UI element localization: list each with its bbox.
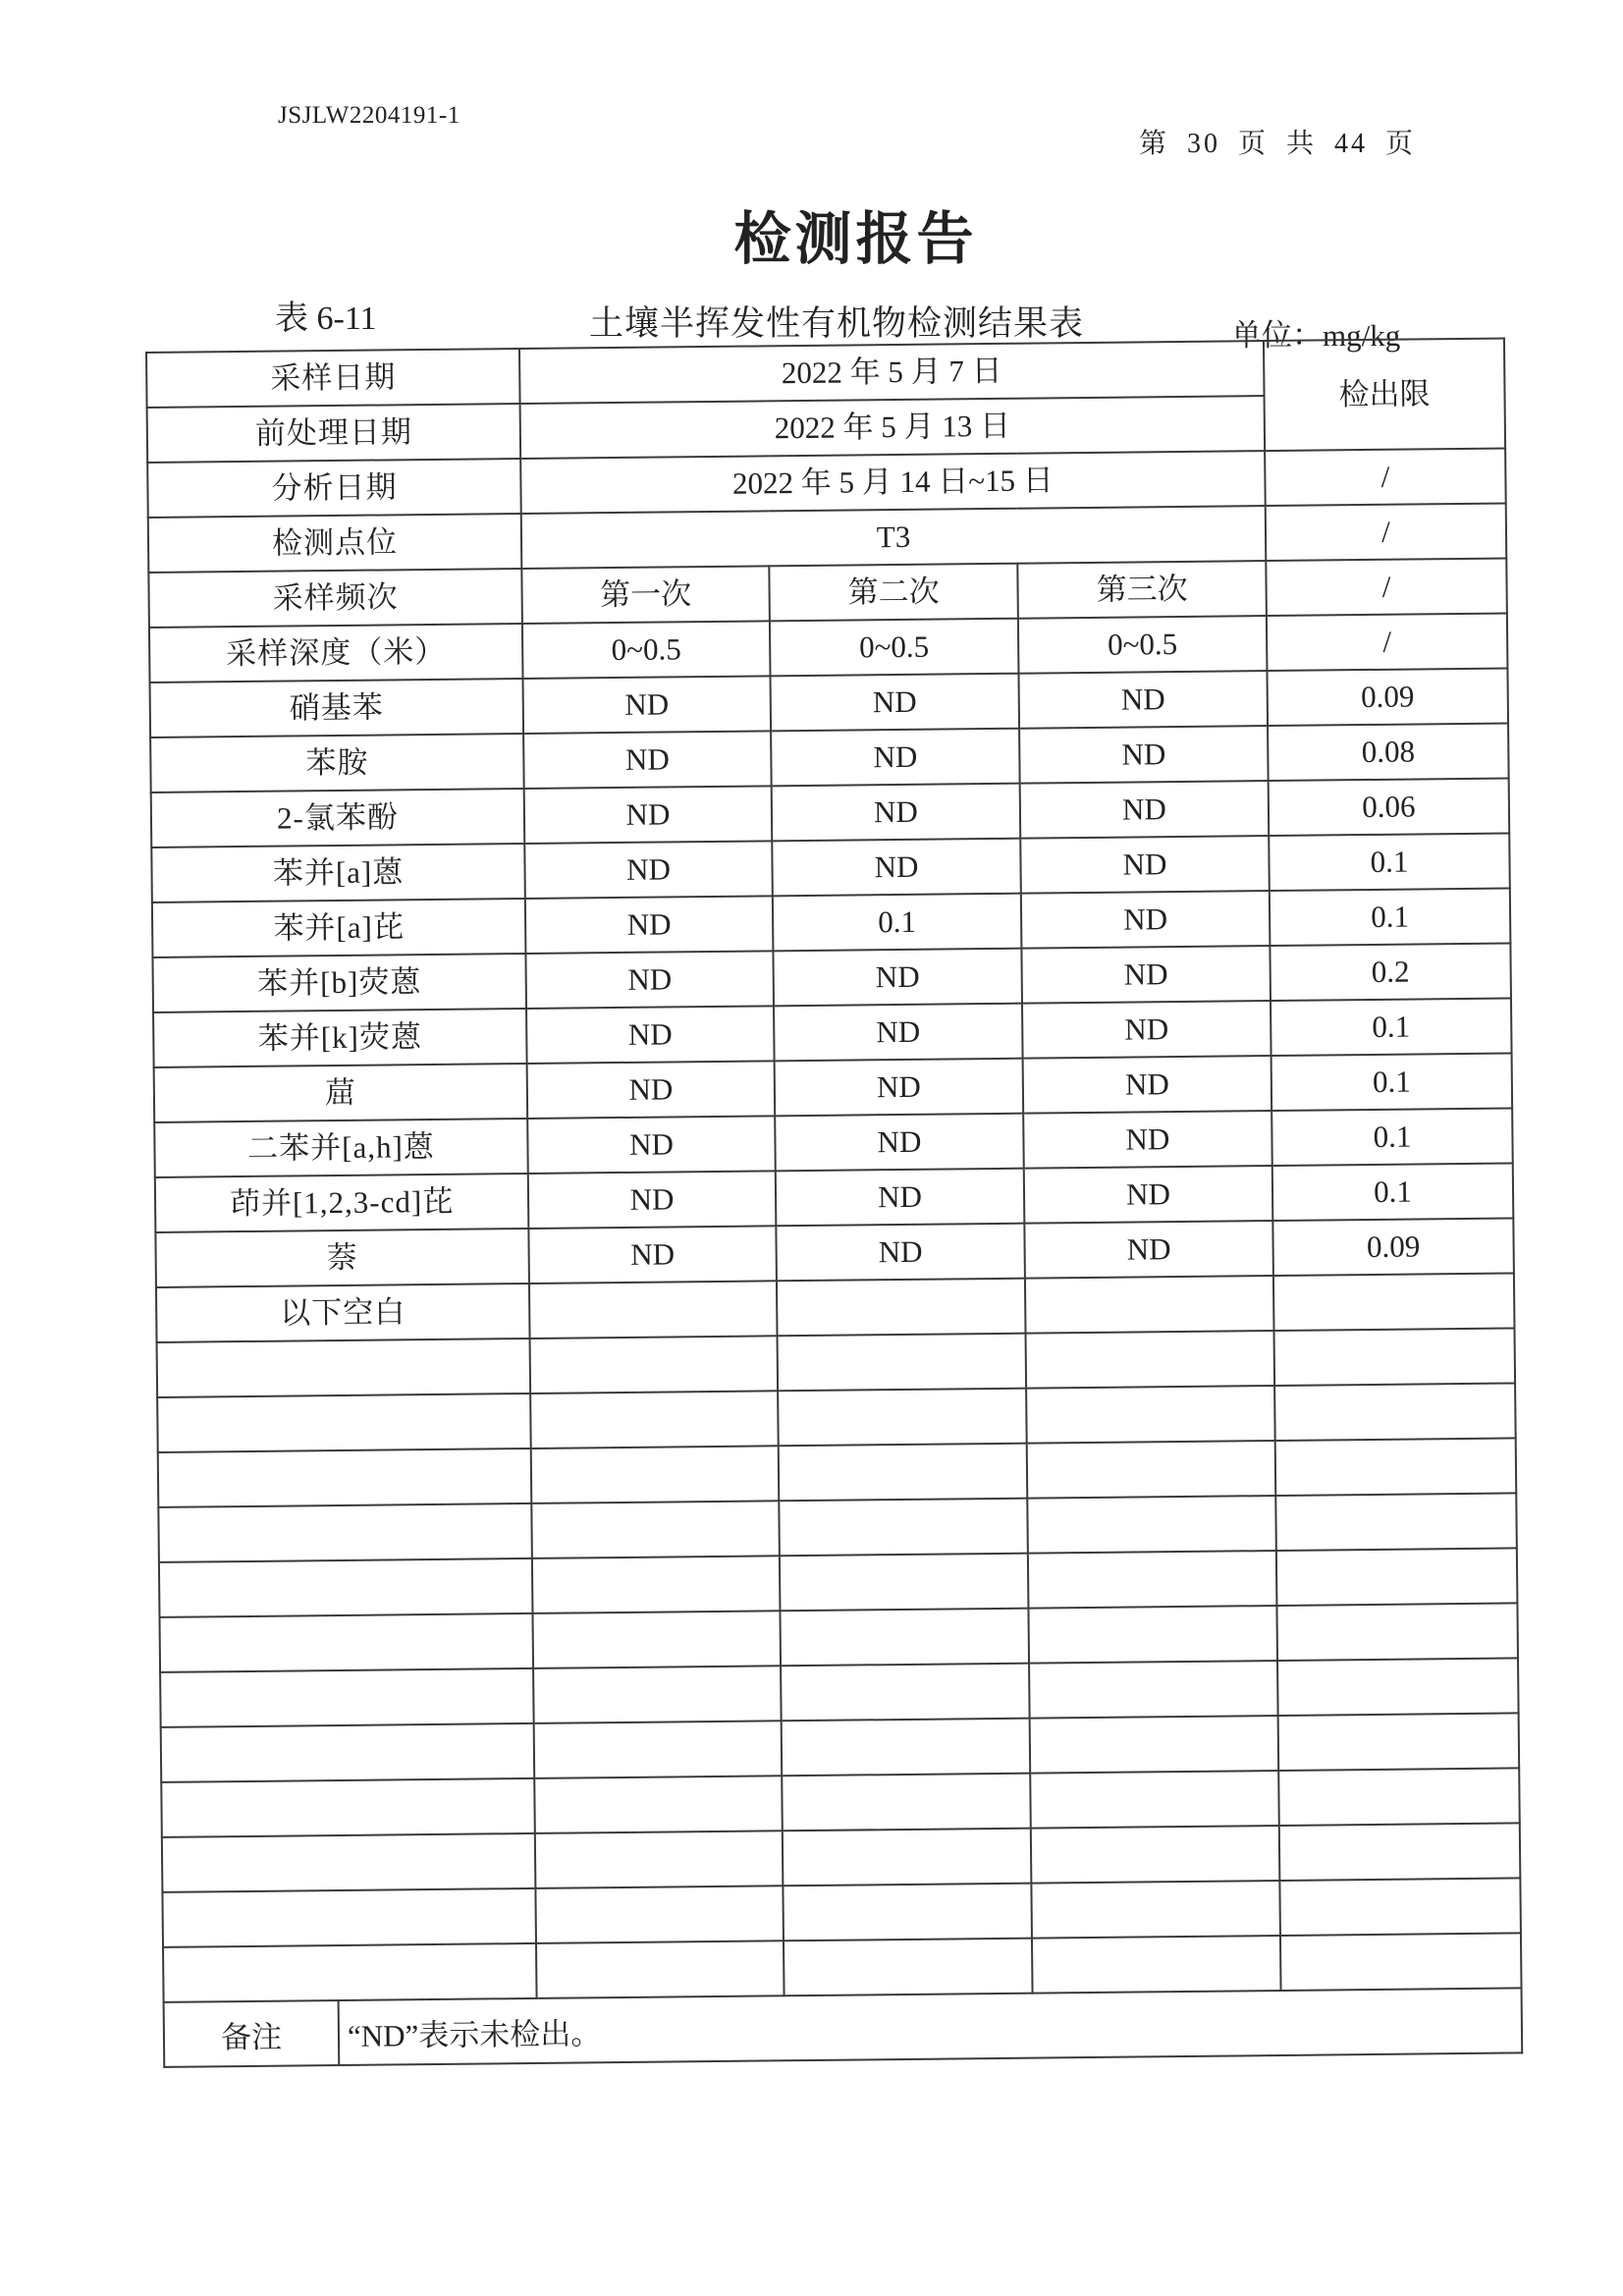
compound-result-3: ND <box>1023 1056 1272 1114</box>
empty-cell <box>535 1831 784 1888</box>
compound-result-2: ND <box>773 949 1022 1007</box>
empty-cell <box>782 1774 1031 1831</box>
empty-cell <box>536 1941 784 1998</box>
compound-name: 萘 <box>155 1229 529 1287</box>
empty-cell <box>1273 1273 1515 1331</box>
depth-limit: / <box>1267 613 1508 671</box>
empty-cell <box>529 1281 778 1339</box>
frequency-label: 采样频次 <box>148 569 522 628</box>
empty-cell <box>1277 1658 1519 1716</box>
compound-result-1: ND <box>524 841 773 899</box>
compound-result-3: ND <box>1021 891 1271 949</box>
empty-cell <box>1032 1936 1281 1994</box>
sampling-date-label: 采样日期 <box>146 349 520 408</box>
empty-cell <box>1028 1606 1277 1664</box>
compound-result-3: ND <box>1024 1166 1273 1224</box>
compound-detection-limit: 0.1 <box>1271 1053 1513 1111</box>
pretreatment-date-value: 2022 年 5 月 13 日 <box>520 396 1266 459</box>
compound-result-2: ND <box>775 1059 1024 1117</box>
empty-cell <box>1276 1603 1518 1661</box>
compound-result-2: ND <box>776 1224 1025 1282</box>
compound-detection-limit: 0.08 <box>1268 723 1509 781</box>
compound-detection-limit: 0.2 <box>1270 943 1511 1001</box>
empty-cell <box>1025 1276 1274 1334</box>
empty-cell <box>1274 1328 1516 1386</box>
unit-label: 单位：mg/kg <box>1231 318 1401 353</box>
compound-result-2: ND <box>771 729 1020 787</box>
empty-cell <box>1278 1713 1520 1771</box>
compound-name: 苯并[a]芘 <box>152 899 526 957</box>
empty-cell <box>1027 1441 1276 1499</box>
compound-result-1: ND <box>528 1171 777 1229</box>
compound-name: 二苯并[a,h]蒽 <box>154 1119 528 1177</box>
empty-cell <box>1279 1823 1521 1881</box>
compound-result-2: ND <box>776 1169 1025 1227</box>
compound-result-1: ND <box>525 896 774 954</box>
empty-cell <box>1026 1331 1275 1389</box>
page-number: 第 30 页 共 44 页 <box>1139 129 1417 159</box>
point-limit: / <box>1266 503 1507 561</box>
remarks-text: “ND”表示未检出。 <box>339 1989 1523 2065</box>
report-title: 检测报告 <box>733 205 978 272</box>
compound-result-3: ND <box>1020 836 1270 894</box>
empty-cell <box>161 1778 535 1837</box>
empty-cell <box>1278 1768 1520 1826</box>
depth-3: 0~0.5 <box>1018 616 1268 674</box>
analysis-date-label: 分析日期 <box>147 459 521 518</box>
empty-cell <box>1279 1878 1521 1936</box>
empty-cell <box>777 1279 1026 1337</box>
empty-cell <box>157 1394 531 1452</box>
compound-detection-limit: 0.09 <box>1272 1218 1514 1276</box>
empty-cell <box>1275 1493 1517 1551</box>
empty-cell <box>780 1609 1029 1667</box>
compound-result-3: ND <box>1022 1001 1271 1059</box>
empty-cell <box>534 1776 783 1833</box>
empty-cell <box>1029 1661 1278 1719</box>
empty-cell <box>162 1888 536 1947</box>
empty-cell <box>778 1334 1027 1392</box>
document-code: JSJLW2204191-1 <box>278 102 460 129</box>
empty-cell <box>159 1613 533 1672</box>
empty-cell <box>532 1611 781 1668</box>
empty-cell <box>1031 1881 1280 1939</box>
empty-cell <box>158 1449 532 1507</box>
compound-detection-limit: 0.1 <box>1271 998 1512 1056</box>
depth-2: 0~0.5 <box>770 619 1019 677</box>
compound-result-1: ND <box>525 951 774 1009</box>
sampling-date-value: 2022 年 5 月 7 日 <box>519 341 1265 404</box>
empty-cell <box>534 1721 783 1778</box>
empty-cell <box>161 1723 535 1782</box>
point-value: T3 <box>521 506 1267 569</box>
compound-name: 茚并[1,2,3-cd]芘 <box>155 1174 529 1232</box>
compound-name: 苯并[a]蒽 <box>151 844 525 902</box>
compound-name: 硝基苯 <box>150 679 524 738</box>
empty-cell <box>157 1339 531 1397</box>
compound-result-2: ND <box>775 1114 1024 1172</box>
empty-cell <box>158 1503 532 1562</box>
empty-cell <box>778 1389 1027 1447</box>
compound-result-1: ND <box>527 1061 776 1119</box>
compound-detection-limit: 0.1 <box>1270 888 1511 946</box>
empty-cell <box>781 1664 1030 1722</box>
empty-cell <box>530 1391 779 1449</box>
empty-cell <box>163 1943 537 2002</box>
empty-cell <box>1030 1716 1279 1774</box>
empty-cell <box>530 1336 779 1394</box>
empty-cell <box>783 1884 1032 1941</box>
compound-detection-limit: 0.06 <box>1269 778 1510 836</box>
compound-name: 2-氯苯酚 <box>151 789 525 847</box>
remarks-label: 备注 <box>164 2001 340 2067</box>
empty-cell <box>1275 1438 1517 1496</box>
depth-1: 0~0.5 <box>522 621 771 679</box>
empty-cell <box>535 1886 784 1943</box>
analysis-date-value: 2022 年 5 月 14 日~15 日 <box>520 451 1266 514</box>
pretreatment-date-label: 前处理日期 <box>147 404 521 463</box>
empty-cell <box>1280 1933 1522 1991</box>
compound-detection-limit: 0.09 <box>1267 668 1508 726</box>
empty-cell <box>531 1501 780 1558</box>
blank-marker: 以下空白 <box>156 1284 530 1342</box>
compound-result-1: ND <box>526 1006 775 1064</box>
compound-result-2: ND <box>770 674 1019 732</box>
frequency-1: 第一次 <box>521 566 770 624</box>
empty-cell <box>1026 1386 1275 1444</box>
empty-cell <box>779 1444 1028 1502</box>
compound-result-3: ND <box>1019 726 1269 784</box>
sampling-date-row <box>146 339 1505 408</box>
compound-result-3: ND <box>1024 1221 1273 1279</box>
empty-cell <box>784 1939 1033 1996</box>
empty-cell <box>1027 1496 1276 1554</box>
empty-cell <box>1030 1771 1279 1829</box>
compound-detection-limit: 0.1 <box>1272 1163 1514 1221</box>
compound-name: 苯胺 <box>150 734 524 793</box>
compound-result-3: ND <box>1020 781 1270 839</box>
compound-result-1: ND <box>523 731 772 789</box>
empty-cell <box>531 1446 780 1503</box>
frequency-2: 第二次 <box>769 564 1018 622</box>
compound-name: 䓛 <box>154 1064 528 1122</box>
compound-name: 苯并[k]荧蒽 <box>153 1009 527 1067</box>
frequency-3: 第三次 <box>1017 561 1267 619</box>
empty-cell <box>162 1833 536 1892</box>
remarks-table <box>163 1989 1524 2067</box>
compound-result-1: ND <box>523 676 772 734</box>
point-label: 检测点位 <box>148 514 522 573</box>
empty-cell <box>780 1554 1029 1612</box>
empty-cell <box>779 1499 1028 1557</box>
empty-cell <box>160 1668 534 1727</box>
detection-limit-header: 检出限 <box>1264 339 1505 452</box>
table-title: 土壤半挥发性有机物检测结果表 <box>589 304 1085 343</box>
empty-cell <box>1274 1383 1516 1441</box>
compound-result-2: ND <box>772 784 1021 842</box>
empty-cell <box>1028 1551 1277 1609</box>
compound-detection-limit: 0.1 <box>1271 1108 1513 1166</box>
compound-result-3: ND <box>1018 671 1268 729</box>
empty-cell <box>782 1719 1031 1777</box>
compound-result-1: ND <box>528 1226 777 1284</box>
compound-result-2: ND <box>772 839 1021 897</box>
compound-result-3: ND <box>1021 946 1271 1004</box>
empty-cell <box>533 1666 782 1723</box>
compound-result-2: 0.1 <box>773 894 1022 952</box>
frequency-limit: / <box>1266 558 1507 616</box>
table-number: 表 6-11 <box>275 301 377 337</box>
empty-cell <box>1276 1548 1518 1606</box>
compound-result-1: ND <box>527 1116 776 1174</box>
results-table <box>145 337 1523 2002</box>
compound-name: 苯并[b]荧蒽 <box>152 954 526 1012</box>
empty-cell <box>532 1556 781 1613</box>
compound-result-2: ND <box>774 1004 1023 1062</box>
compound-result-1: ND <box>524 786 773 844</box>
analysis-date-limit: / <box>1265 449 1506 507</box>
empty-cell <box>159 1558 533 1617</box>
empty-cell <box>783 1829 1032 1886</box>
compound-detection-limit: 0.1 <box>1269 833 1510 891</box>
results-table-wrapper <box>145 337 1523 2067</box>
empty-cell <box>1031 1826 1280 1884</box>
compound-result-3: ND <box>1023 1111 1272 1169</box>
depth-label: 采样深度（米） <box>149 624 523 683</box>
